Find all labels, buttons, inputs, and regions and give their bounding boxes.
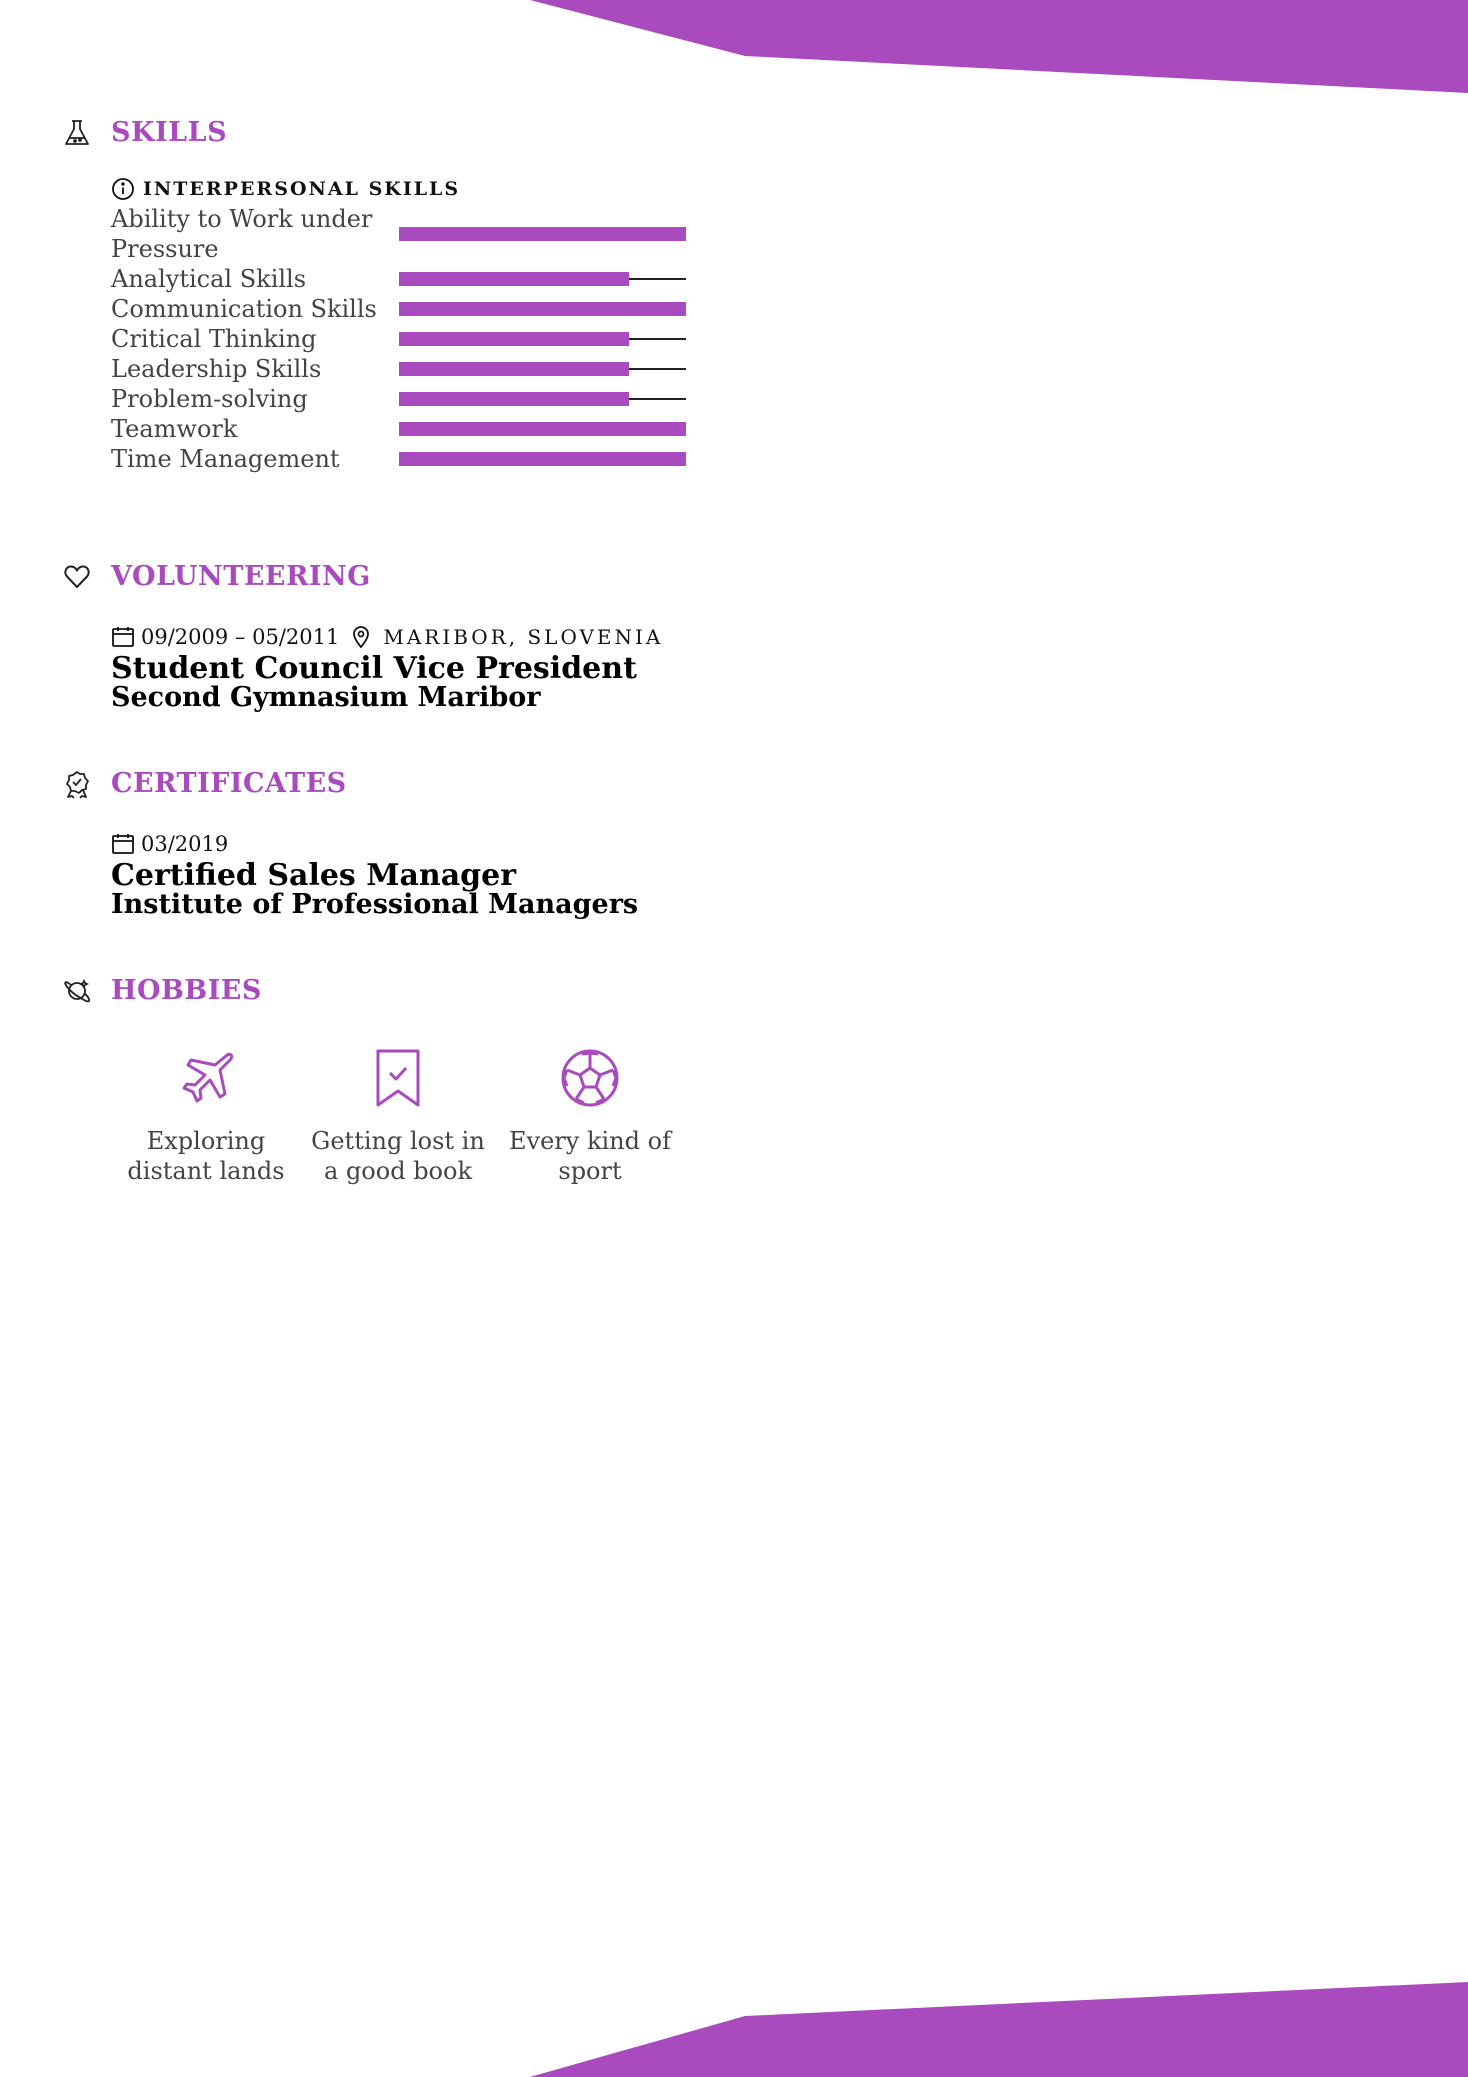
planet-icon [62, 976, 92, 1006]
certificates-title: CERTIFICATES [111, 768, 347, 799]
top-decoration [0, 0, 1468, 100]
hobby-item [302, 1048, 494, 1186]
skill-bar-fill [399, 422, 686, 436]
skill-bar-fill [399, 332, 629, 346]
hobbies-list [110, 1048, 686, 1186]
skill-row [111, 384, 711, 414]
skill-level-bar [399, 332, 686, 346]
skill-name: Analytical Skills [111, 265, 307, 293]
skill-bar-fill [399, 272, 629, 286]
volunteering-organization: Second Gymnasium Maribor [111, 682, 541, 713]
hobby-label: Every kind of sport [509, 1127, 671, 1185]
skill-name: Teamwork [111, 415, 238, 443]
skills-header [62, 116, 762, 156]
volunteering-title: VOLUNTEERING [111, 561, 371, 592]
certificates-header [62, 767, 762, 807]
skill-bar-fill [399, 362, 629, 376]
airplane-icon [176, 1048, 236, 1108]
skill-name: Problem-solving [111, 385, 308, 413]
skills-section [62, 116, 762, 473]
skill-row [111, 444, 711, 474]
skill-list [111, 204, 711, 474]
certificates-body [111, 829, 638, 919]
skill-name: Leadership Skills [111, 355, 322, 383]
skill-group-header [111, 176, 711, 202]
award-icon [62, 769, 92, 799]
certificate-date: 03/2019 [141, 832, 229, 856]
soccer-ball-icon [560, 1048, 620, 1108]
skill-level-bar [399, 227, 686, 241]
skill-row [111, 414, 711, 444]
skill-bar-fill [399, 452, 686, 466]
skill-row [111, 354, 711, 384]
skill-bar-fill [399, 392, 629, 406]
skill-row [111, 204, 711, 264]
skill-level-bar [399, 422, 686, 436]
skills-body [111, 176, 711, 474]
hobby-item [110, 1048, 302, 1186]
skill-level-bar [399, 392, 686, 406]
skill-name: Time Management [111, 445, 340, 473]
skill-row [111, 324, 711, 354]
skill-name: Critical Thinking [111, 325, 317, 353]
calendar-icon [111, 832, 135, 856]
skill-group-name: INTERPERSONAL SKILLS [143, 178, 461, 200]
skills-title: SKILLS [111, 117, 228, 148]
volunteering-meta [111, 622, 663, 652]
hobby-label: Exploring distant lands [127, 1127, 285, 1185]
skill-bar-fill [399, 302, 686, 316]
calendar-icon [111, 625, 135, 649]
bookmark-icon [368, 1048, 428, 1108]
skill-bar-fill [399, 227, 686, 241]
hobbies-section [62, 974, 762, 1185]
hobbies-title: HOBBIES [111, 975, 262, 1006]
skill-level-bar [399, 302, 686, 316]
volunteering-role: Student Council Vice President [111, 651, 637, 686]
certificate-meta [111, 829, 638, 859]
skill-level-bar [399, 272, 686, 286]
location-pin-icon [349, 625, 373, 649]
skill-row [111, 294, 711, 324]
skill-name: Communication Skills [111, 295, 377, 323]
flask-icon [62, 118, 92, 148]
skill-row [111, 264, 711, 294]
certificate-name: Certified Sales Manager [111, 858, 517, 893]
volunteering-body [111, 622, 663, 712]
hobbies-header [62, 974, 762, 1014]
info-icon [111, 177, 135, 201]
heart-icon [62, 562, 92, 592]
volunteering-section [62, 560, 762, 713]
volunteering-header [62, 560, 762, 600]
certificates-section [62, 767, 762, 920]
skill-level-bar [399, 362, 686, 376]
skill-level-bar [399, 452, 686, 466]
bottom-decoration [0, 1977, 1468, 2077]
hobby-item [494, 1048, 686, 1186]
volunteering-location: MARIBOR, SLOVENIA [383, 625, 664, 649]
skill-name: Ability to Work under Pressure [111, 205, 373, 263]
volunteering-date: 09/2009 – 05/2011 [141, 625, 340, 649]
certificate-issuer: Institute of Professional Managers [111, 889, 639, 920]
hobby-label: Getting lost in a good book [311, 1127, 485, 1185]
